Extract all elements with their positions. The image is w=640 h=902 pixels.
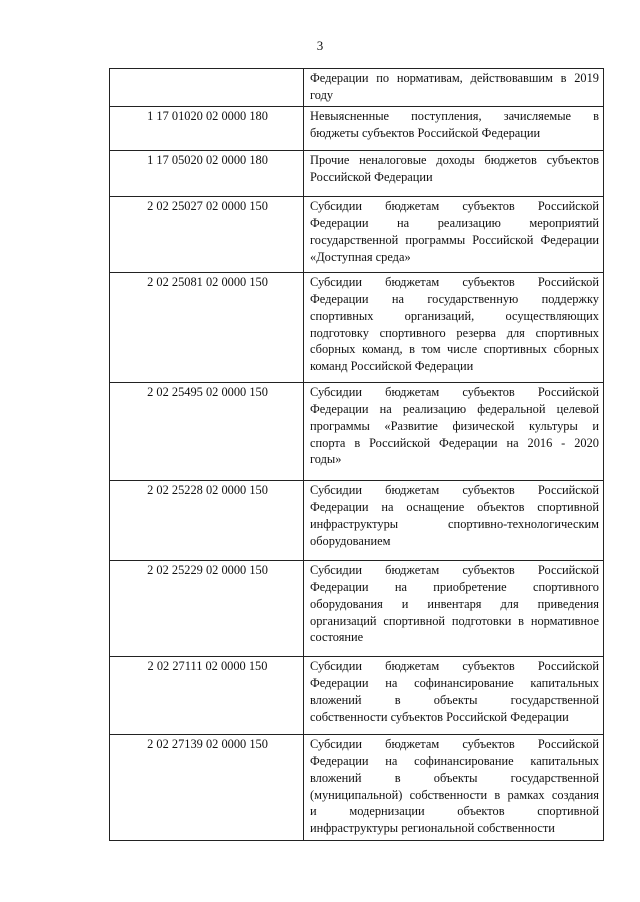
classification-code-cell: 2 02 27111 02 0000 150 [110, 657, 304, 735]
description-line: Субсидии бюджетам субъектов Российской [310, 737, 599, 752]
classification-code-cell: 1 17 05020 02 0000 180 [110, 151, 304, 197]
table-body [110, 69, 604, 841]
description-line: Федерации на государственную поддержку [310, 292, 599, 307]
description-line: Федерации на приобретение спортивного [310, 580, 599, 595]
description-line: государственной программы Российской Федерации [310, 232, 599, 247]
description-line: Субсидии бюджетам субъектов Российской [310, 385, 599, 400]
classification-code-cell: 2 02 25228 02 0000 150 [110, 481, 304, 561]
income-description-cell [304, 383, 604, 481]
description-line: собственности субъектов Российской Федерации [310, 709, 569, 724]
description-line: годы» [310, 452, 342, 467]
description-line: Субсидии бюджетам субъектов Российской [310, 199, 599, 214]
description-line: Федерации на реализацию мероприятий [310, 216, 599, 231]
description-line: состояние [310, 630, 364, 645]
table-row [110, 273, 604, 383]
table-row [110, 383, 604, 481]
description-line: «Доступная среда» [310, 249, 411, 264]
description-line: бюджеты субъектов Российской Федерации [310, 126, 541, 141]
classification-code-cell [110, 69, 304, 107]
classification-code-cell: 2 02 25081 02 0000 150 [110, 273, 304, 383]
table-row [110, 151, 604, 197]
description-line: программы «Развитие физической культуры и [310, 418, 599, 433]
description-line: и модернизации объектов спортивной [310, 804, 599, 819]
description-line: спортивных организаций, осуществляющих [310, 308, 599, 323]
income-description-cell [304, 561, 604, 657]
description-line: Федерации на софинансирование капитальных [310, 676, 599, 691]
description-line: инфраструктуры спортивно-технологическим [310, 516, 599, 531]
description-line: команд Российской Федерации [310, 358, 474, 373]
income-description-cell [304, 107, 604, 151]
description-line: Субсидии бюджетам субъектов Российской [310, 563, 599, 578]
description-line: Невыясненные поступления, зачисляемые в [310, 109, 599, 124]
income-description-cell [304, 273, 604, 383]
classification-code-cell: 2 02 25495 02 0000 150 [110, 383, 304, 481]
description-line: Федерации по нормативам, действовавшим в 2019 [310, 71, 599, 85]
description-line: оборудования и инвентаря для приведения [310, 596, 599, 611]
table-row [110, 481, 604, 561]
classification-code-cell: 1 17 01020 02 0000 180 [110, 107, 304, 151]
description-line: Субсидии бюджетам субъектов Российской [310, 483, 599, 498]
classification-code-cell: 2 02 25027 02 0000 150 [110, 197, 304, 273]
description-line: организаций спортивной подготовки в нормативное [310, 613, 599, 628]
description-line: Субсидии бюджетам субъектов Российской [310, 659, 599, 674]
description-line: Федерации на софинансирование капитальных [310, 754, 599, 769]
description-line: вложений в объекты государственной [310, 770, 599, 785]
page-number: 3 [316, 38, 324, 53]
classification-code-cell: 2 02 27139 02 0000 150 [110, 735, 304, 840]
table-row [110, 107, 604, 151]
description-line: Прочие неналоговые доходы бюджетов субъектов [310, 153, 599, 168]
classification-code-cell: 2 02 25229 02 0000 150 [110, 561, 304, 657]
description-line: Субсидии бюджетам субъектов Российской [310, 275, 599, 290]
description-line: (муниципальной) собственности в рамках создания [310, 787, 599, 802]
description-line: сборных команд, в том числе спортивных сборных [310, 342, 599, 357]
income-description-cell [304, 197, 604, 273]
description-line: Федерации на реализацию федеральной целевой [310, 402, 599, 417]
description-line: Федерации на оснащение объектов спортивной [310, 500, 599, 515]
description-line: году [310, 87, 334, 102]
budget-classification-table [109, 68, 604, 841]
description-line: вложений в объекты государственной [310, 692, 599, 707]
income-description-cell [304, 657, 604, 735]
description-line: инфраструктуры региональной собственности [310, 820, 555, 835]
description-line: оборудованием [310, 533, 391, 548]
table-row [110, 657, 604, 735]
description-line: спорта в Российской Федерации на 2016 - 2020 [310, 435, 599, 450]
table-row [110, 735, 604, 840]
table-row [110, 561, 604, 657]
table-row [110, 69, 604, 107]
description-line: подготовку спортивного резерва для спортивных [310, 325, 599, 340]
description-line: Российской Федерации [310, 170, 433, 185]
income-description-cell [304, 481, 604, 561]
income-description-cell [304, 151, 604, 197]
income-description-cell [304, 735, 604, 840]
table-row [110, 197, 604, 273]
income-description-cell [304, 69, 604, 107]
